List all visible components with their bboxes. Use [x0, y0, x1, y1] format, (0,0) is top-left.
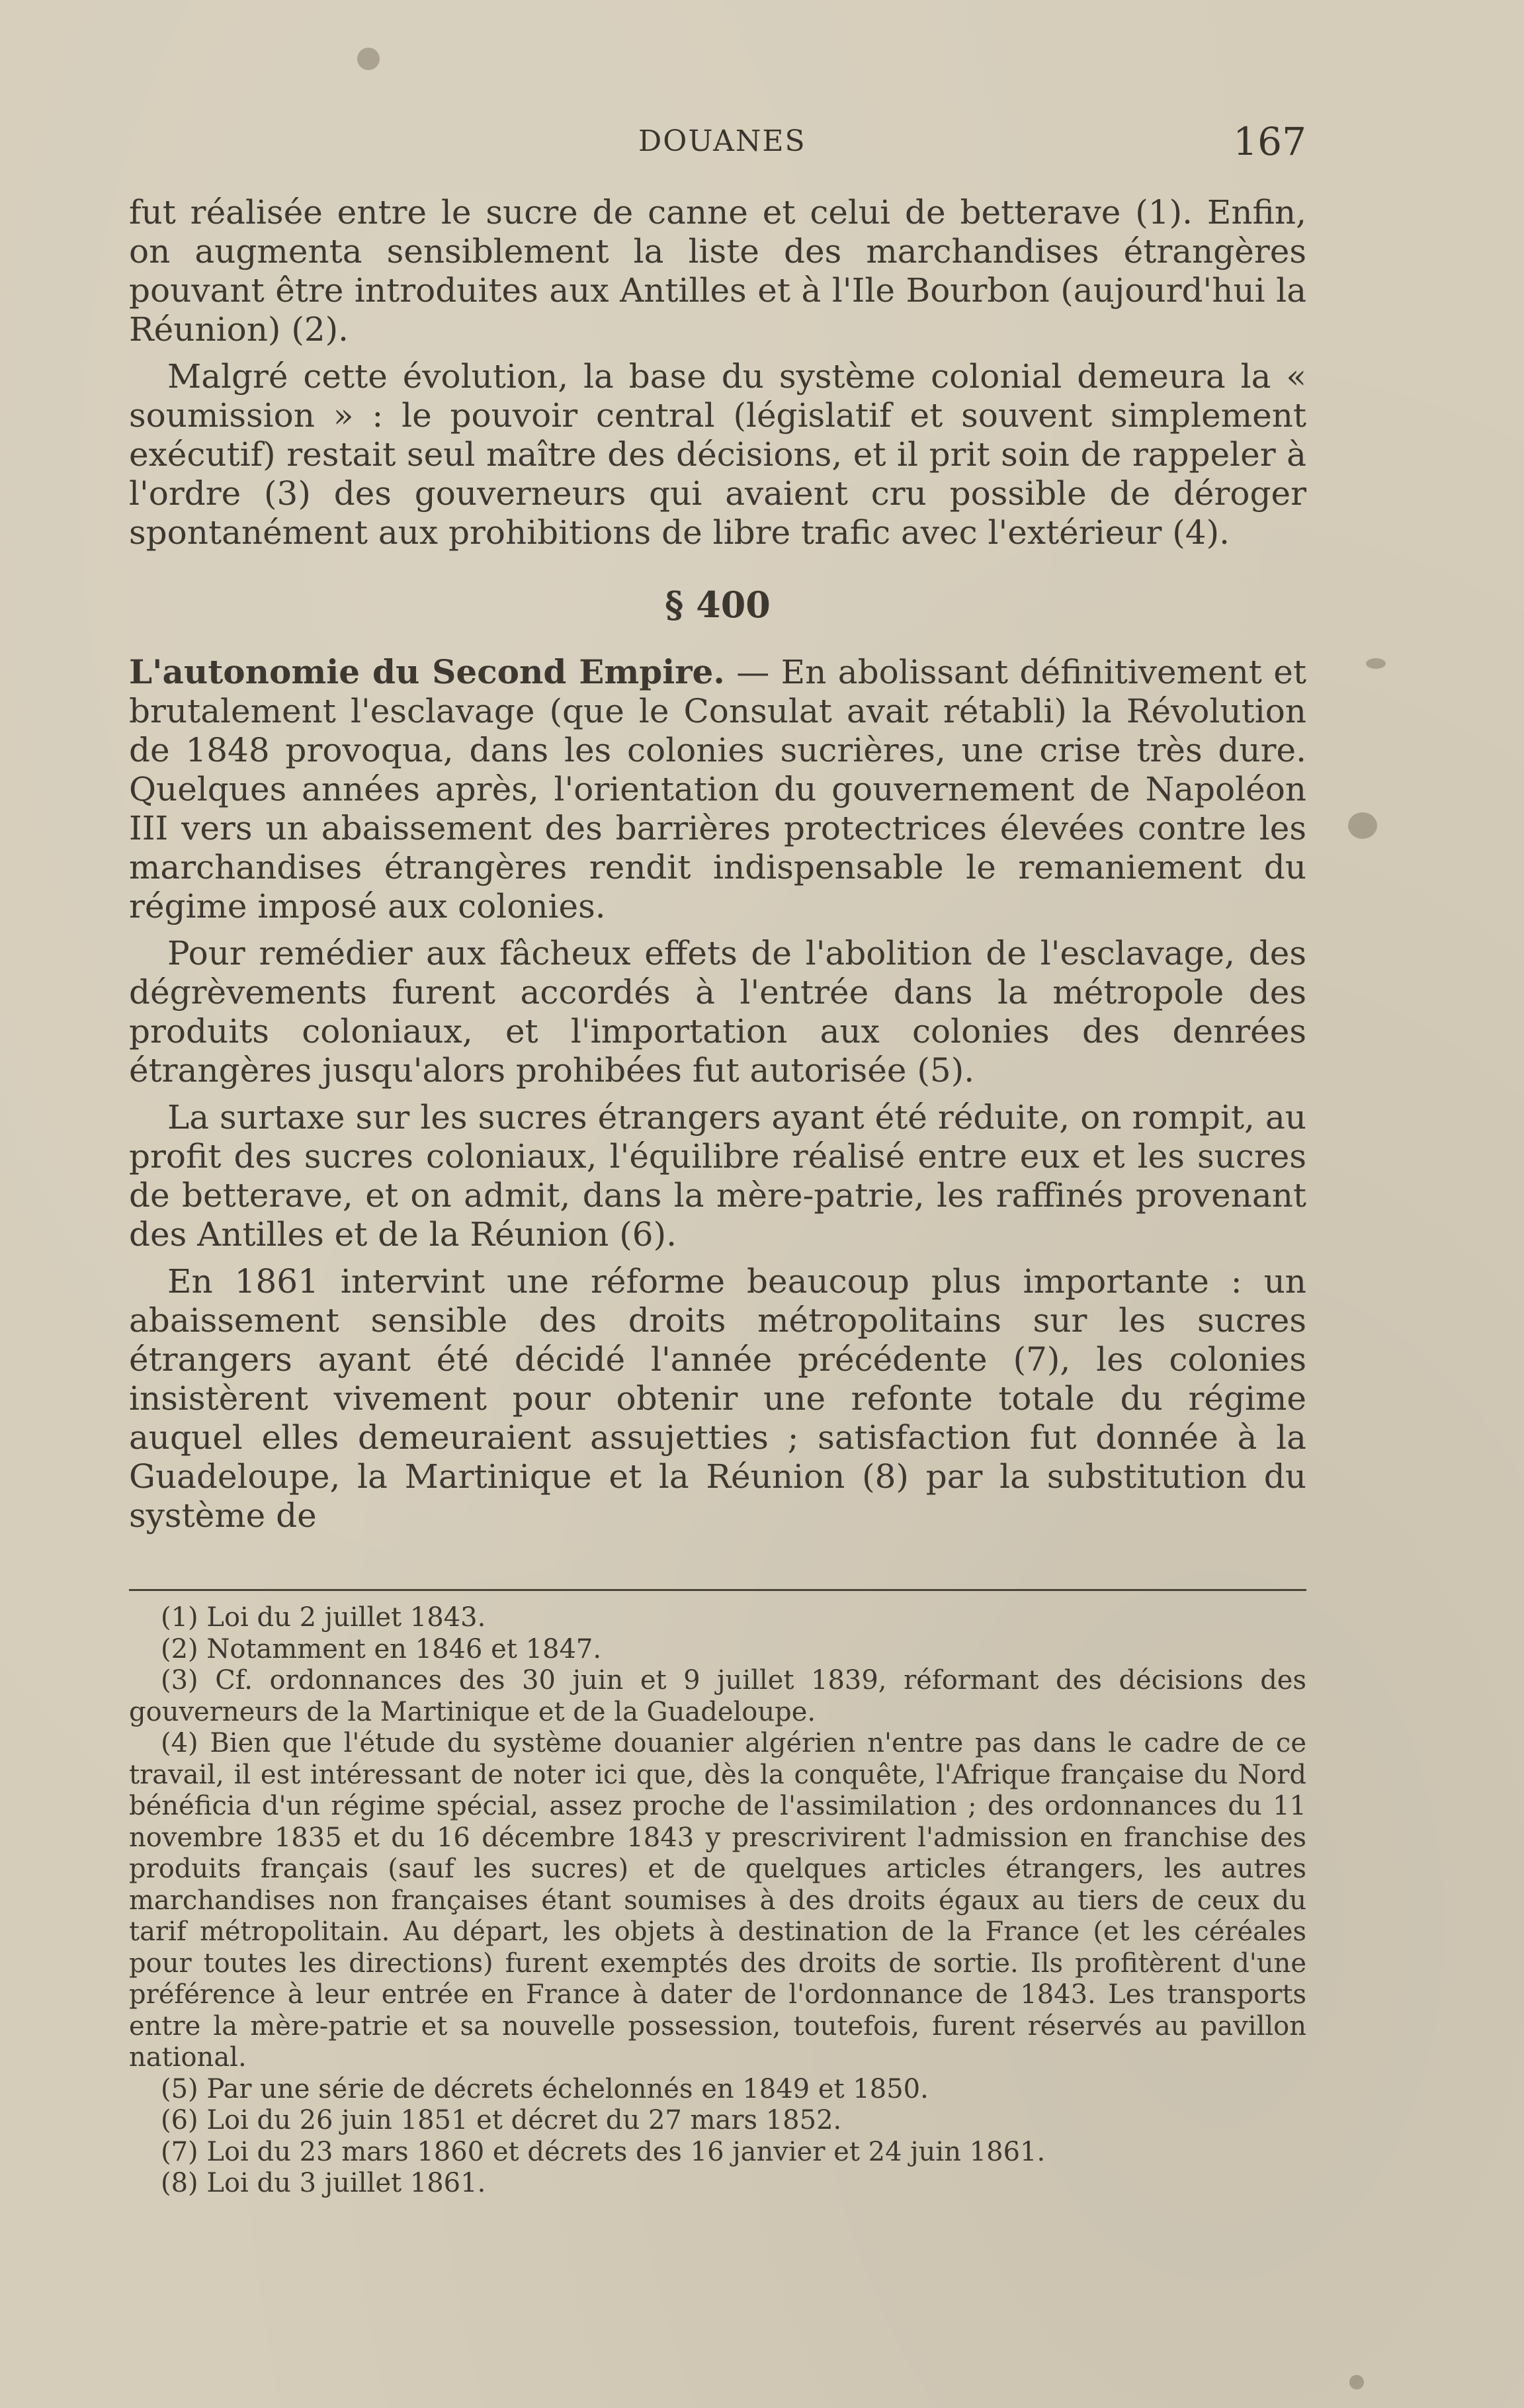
footnote-3: (3) Cf. ordonnances des 30 juin et 9 juillet 1839, réformant des décisions des gouverneurs de la Martinique et de la Guadeloupe. — [129, 1665, 1306, 1727]
ink-speck — [357, 48, 380, 70]
paragraph-2: Malgré cette évolution, la base du système colonial demeura la « soumission » : le pouvoir central (législatif et souvent simplement exécutif) restait seul maître des décisions, et il prit soin de rappeler à l'ordre (3) des gouverneurs qui avaient cru possible de déroger spontanément aux prohibitions de libre trafic avec l'extérieur (4). — [129, 357, 1306, 552]
paragraph-3 — [129, 652, 1306, 926]
footnote-7: (7) Loi du 23 mars 1860 et décrets des 16 janvier et 24 juin 1861. — [161, 2136, 1046, 2167]
paragraph-3-text: — En abolissant définitivement et brutalement l'esclavage (que le Consulat avait rétabli) la Révolution de 1848 provoqua, dans les colonies sucrières, une crise très dure. Quelques années après, l'orientation du gouvernement de Napoléon III vers un abaissement des barrières protectrices élevées contre les marchandises étrangères rendit indispensable le remaniement du régime imposé aux colonies. — [129, 653, 1306, 925]
footnote-4: (4) Bien que l'étude du système douanier algérien n'entre pas dans le cadre de ce travail, il est intéressant de noter ici que, dès la conquête, l'Afrique française du Nord bénéficia d'un régime spécial, assez proche de l'assimilation ; des ordonnances du 11 novembre 1835 et du 16 décembre 1843 y prescrivirent l'admission en franchise des produits français (sauf les sucres) et de quelques articles étrangers, les autres marchandises non françaises étant soumises à des droits égaux au tiers de ceux du tarif métropolitain. Au départ, les objets à destination de la France (et les céréales pour toutes les directions) furent exemptés des droits de sortie. Ils profitèrent d'une préférence à leur entrée en France à dater de l'ordonnance de 1843. Les transports entre la mère-patrie et sa nouvelle possession, toutefois, furent réservés au pavillon national. — [129, 1728, 1306, 2073]
paragraph-5: La surtaxe sur les sucres étrangers ayant été réduite, on rompit, au profit des sucres coloniaux, l'équilibre réalisé entre eux et les sucres de betterave, et on admit, dans la mère-patrie, les raffinés provenant des Antilles et de la Réunion (6). — [129, 1098, 1306, 1254]
paragraph-4: Pour remédier aux fâcheux effets de l'abolition de l'esclavage, des dégrèvements furent accordés à l'entrée dans la métropole des produits coloniaux, et l'importation aux colonies des denrées étrangères jusqu'alors prohibées fut autorisée (5). — [129, 934, 1306, 1090]
footnote-divider — [129, 1589, 1306, 1591]
section-heading: § 400 — [665, 583, 771, 626]
ink-speck — [1366, 658, 1386, 669]
footnote-5: (5) Par une série de décrets échelonnés en 1849 et 1850. — [161, 2073, 929, 2104]
footnotes — [129, 1602, 1306, 2200]
footnote-1: (1) Loi du 2 juillet 1843. — [161, 1602, 486, 1633]
ink-speck — [1348, 812, 1377, 839]
page-number: 167 — [1233, 119, 1306, 164]
main-text — [129, 193, 1306, 1543]
paragraph-1: fut réalisée entre le sucre de canne et celui de betterave (1). Enfin, on augmenta sensiblement la liste des marchandises étrangères pouvant être introduites aux Antilles et à l'Ile Bourbon (aujourd'hui la Réunion) (2). — [129, 193, 1306, 349]
footnote-2: (2) Notamment en 1846 et 1847. — [161, 1633, 602, 1664]
page-header — [129, 119, 1306, 172]
section-lead-title: L'autonomie du Second Empire. — [129, 652, 725, 691]
footnote-8: (8) Loi du 3 juillet 1861. — [161, 2168, 486, 2198]
ink-speck — [1349, 2375, 1364, 2389]
footnote-6: (6) Loi du 26 juin 1851 et décret du 27 mars 1852. — [161, 2105, 842, 2135]
paragraph-6: En 1861 intervint une réforme beaucoup plus importante : un abaissement sensible des droits métropolitains sur les sucres étrangers ayant été décidé l'année précédente (7), les colonies insistèrent vivement pour obtenir une refonte totale du régime auquel elles demeuraient assujetties ; satisfaction fut donnée à la Guadeloupe, la Martinique et la Réunion (8) par la substitution du système de — [129, 1262, 1306, 1535]
running-head: DOUANES — [638, 124, 806, 158]
